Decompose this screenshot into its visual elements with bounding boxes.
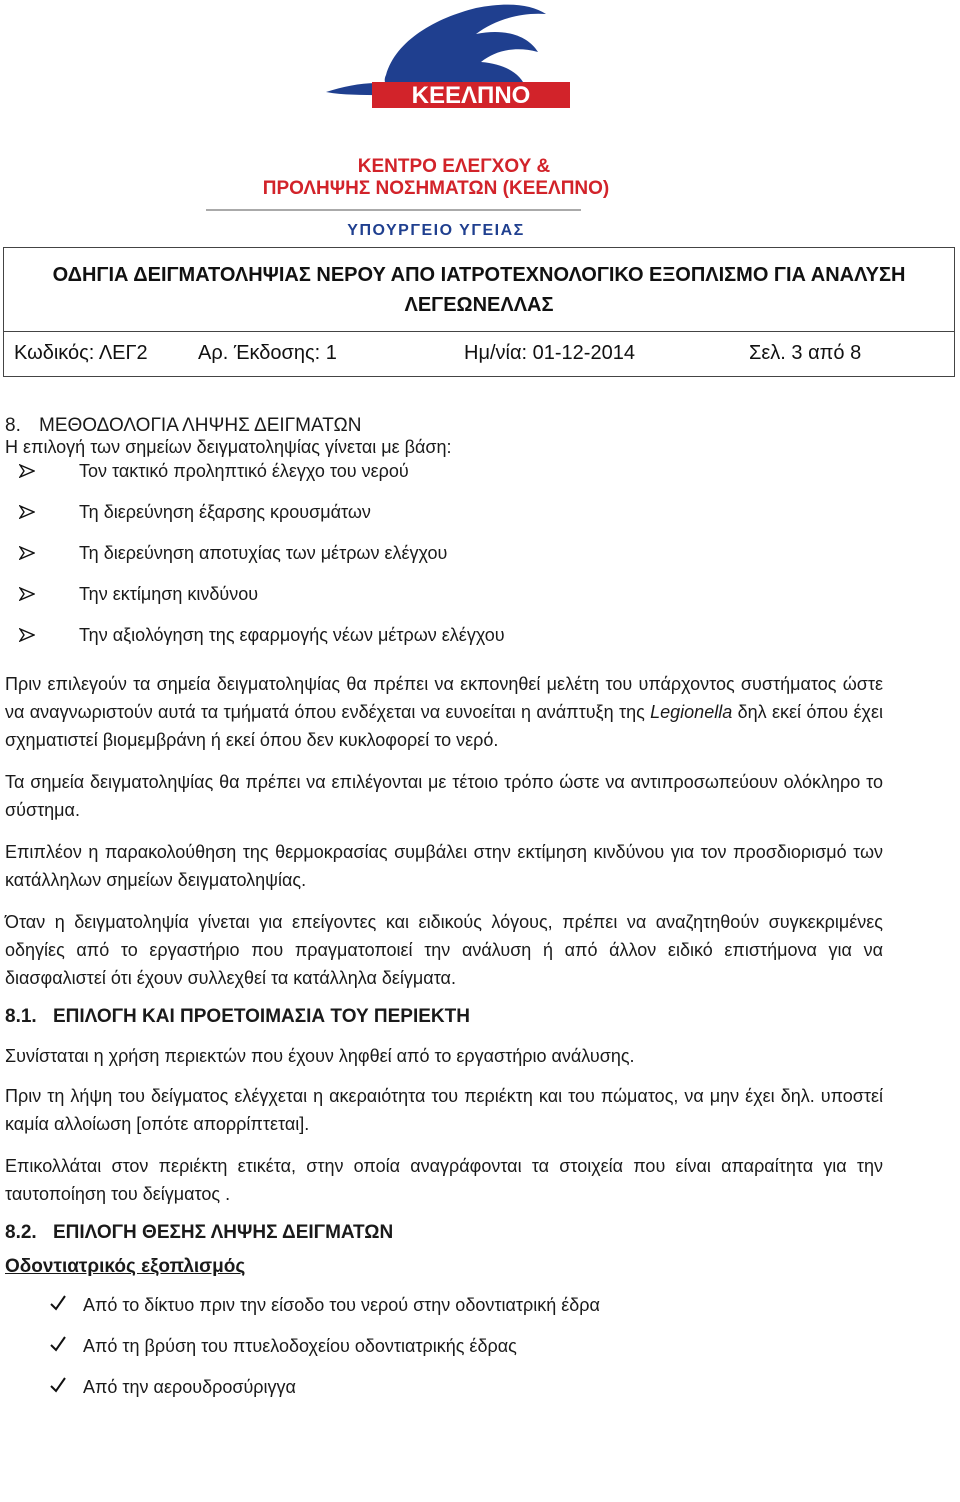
section-number: 8.2. [5, 1222, 37, 1243]
list-item-text: Τη διερεύνηση αποτυχίας των μέτρων ελέγχου [79, 543, 448, 563]
document-meta [4, 332, 954, 376]
document-edition: Αρ. Έκδοσης: 1 [198, 342, 337, 364]
checkmark-icon [49, 1376, 67, 1394]
section-title: ΕΠΙΛΟΓΗ ΘΕΣΗΣ ΛΗΨΗΣ ΔΕΙΓΜΑΤΩΝ [53, 1222, 394, 1243]
list-item [5, 1292, 883, 1333]
list-item-text: Την αξιολόγηση της εφαρμογής νέων μέτρων ελέγχου [79, 625, 505, 645]
brand-name: ΚΕΕΛΠΝΟ [411, 82, 531, 109]
checkmark-icon [49, 1335, 67, 1353]
document-date: Ημ/νία: 01-12-2014 [464, 342, 635, 364]
list-item [5, 540, 883, 581]
subheading: Οδοντιατρικός εξοπλισμός [5, 1256, 246, 1277]
dove-icon [385, 5, 546, 92]
section-8-1-heading [5, 1006, 883, 1028]
list-item [5, 581, 883, 622]
paragraph: Συνίσταται η χρήση περιεκτών που έχουν ληφθεί από το εργαστήριο ανάλυσης. [5, 1046, 635, 1066]
page-number: Σελ. 3 από 8 [749, 342, 862, 364]
ministry-name: ΥΠΟΥΡΓΕΙΟ ΥΓΕΙΑΣ [347, 222, 525, 239]
section-title: ΕΠΙΛΟΓΗ ΚΑΙ ΠΡΟΕΤΟΙΜΑΣΙΑ ΤΟΥ ΠΕΡΙΕΚΤΗ [53, 1006, 470, 1027]
list-item-text: Τον τακτικό προληπτικό έλεγχο του νερού [79, 461, 409, 481]
list-item [5, 1374, 883, 1415]
list-item-text: Από την αερουδροσύριγγα [83, 1377, 296, 1397]
list-item-text: Από τη βρύση του πτυελοδοχείου οδοντιατρικής έδρας [83, 1336, 517, 1356]
sampling-points-list [5, 1292, 883, 1415]
paragraph: Όταν η δειγματοληψία γίνεται για επείγοντες και ειδικούς λόγους, πρέπει να αναζητηθούν συγκεκριμένες οδηγίες από το εργαστήριο που πραγματοποιεί την ανάλυση ή από άλλον ειδικό επιστήμονα για να διασφαλιστεί ότι έχουν συλλεχθεί τα κατάλληλα δείγματα. [5, 912, 883, 988]
section-8-heading [5, 415, 883, 437]
criteria-list [5, 458, 883, 658]
paragraph: Επιπλέον η παρακολούθηση της θερμοκρασίας συμβάλει στην εκτίμηση κινδύνου για τον προσδιορισμό των κατάλληλων σημείων δειγματοληψίας. [5, 842, 883, 890]
section-number: 8. [5, 415, 21, 436]
arrow-bullet-icon [19, 505, 35, 519]
arrow-bullet-icon [19, 546, 35, 560]
legionella-term: Legionella [650, 702, 733, 722]
arrow-bullet-icon [19, 628, 35, 642]
list-item [5, 1333, 883, 1374]
checkmark-icon [49, 1294, 67, 1312]
document-header [3, 247, 955, 377]
paragraph: Πριν τη λήψη του δείγματος ελέγχεται η ακεραιότητα του περιέκτη και του πώματος, να μην έχει δηλ. υποστεί καμία αλλοίωση [οπότε απορρίπτεται]. [5, 1086, 883, 1134]
paragraph: Τα σημεία δειγματοληψίας θα πρέπει να επιλέγονται με τέτοιο τρόπο ώστε να αντιπροσωπεύουν ολόκληρο το σύστημα. [5, 772, 883, 820]
org-line1: ΚΕΝΤΡΟ ΕΛΕΓΧΟΥ & [357, 156, 551, 177]
paragraph: Επικολλάται στον περιέκτη ετικέτα, στην οποία αναγράφονται τα στοιχεία που είναι απαραίτητα για την ταυτοποίηση του δείγματος . [5, 1156, 883, 1204]
document-title: ΟΔΗΓΙΑ ΔΕΙΓΜΑΤΟΛΗΨΙΑΣ ΝΕΡΟΥ ΑΠΟ ΙΑΤΡΟΤΕΧΝΟΛΟΓΙΚΟ ΕΞΟΠΛΙΣΜΟ ΓΙΑ ΑΝΑΛΥΣΗ ΛΕΓΕΩΝΕΛΛΑΣ [4, 248, 954, 332]
section-8-intro: Η επιλογή των σημείων δειγματοληψίας γίνεται με βάση: [5, 437, 452, 457]
list-item [5, 622, 883, 658]
document-code: Κωδικός: ΛΕΓ2 [14, 342, 148, 364]
section-title: ΜΕΘΟΔΟΛΟΓΙΑ ΛΗΨΗΣ ΔΕΙΓΜΑΤΩΝ [39, 415, 362, 436]
list-item [5, 458, 883, 499]
section-8-2-heading [5, 1222, 883, 1244]
document-body [5, 415, 883, 1427]
list-item [5, 499, 883, 540]
list-item-text: Τη διερεύνηση έξαρσης κρουσμάτων [79, 502, 371, 522]
list-item-text: Την εκτίμηση κινδύνου [79, 584, 259, 604]
arrow-bullet-icon [19, 464, 35, 478]
keelpno-logo [176, 0, 714, 244]
arrow-bullet-icon [19, 587, 35, 601]
list-item-text: Από το δίκτυο πριν την είσοδο του νερού στην οδοντιατρική έδρα [83, 1295, 600, 1315]
paragraph: Πριν επιλεγούν τα σημεία δειγματοληψίας θα πρέπει να εκπονηθεί μελέτη του υπάρχοντος συστήματος ώστε να αναγνωριστούν αυτά τα τμήματά όπου ενδέχεται να ευνοείται η ανάπτυξη της Legionella δηλ εκεί όπου έχει σχηματιστεί βιομεμβράνη ή εκεί όπου δεν κυκλοφορεί το νερό. [5, 674, 883, 750]
org-line2: ΠΡΟΛΗΨΗΣ ΝΟΣΗΜΑΤΩΝ (ΚΕΕΛΠΝΟ) [262, 178, 610, 199]
section-number: 8.1. [5, 1006, 37, 1027]
